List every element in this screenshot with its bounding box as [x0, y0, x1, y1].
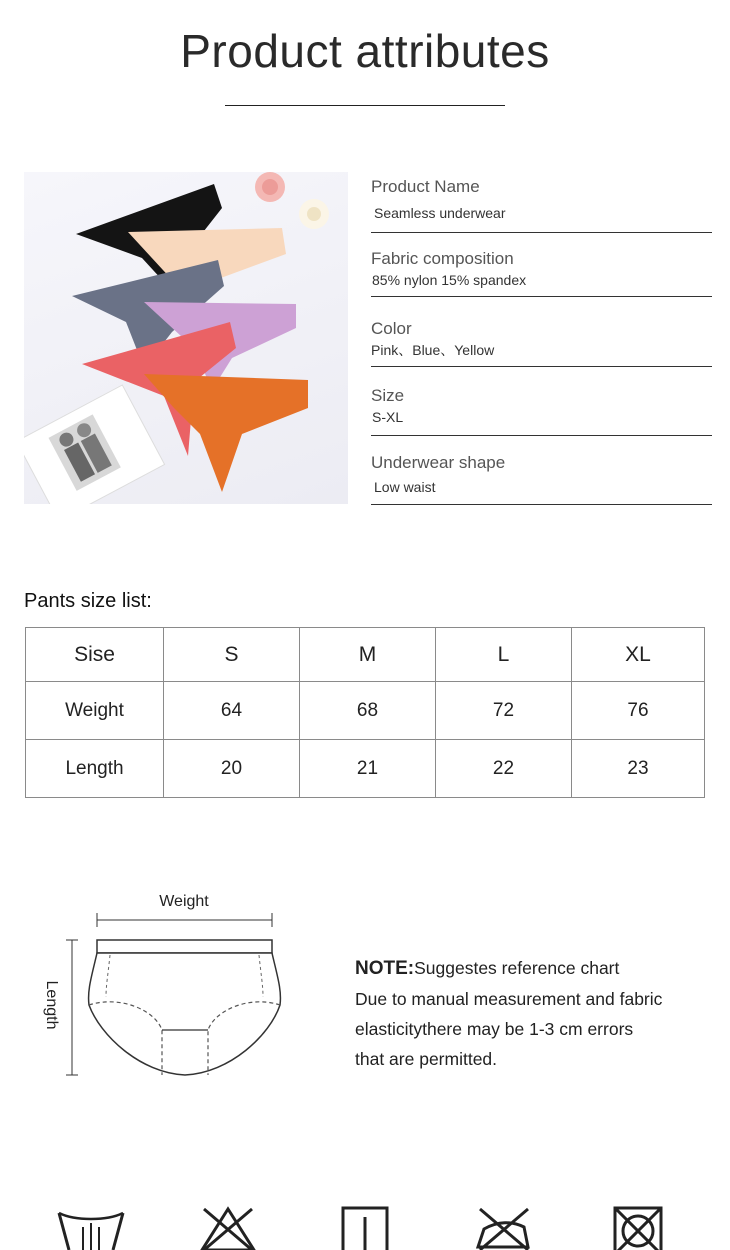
attr-value: Low waist: [374, 479, 436, 495]
note-line: elasticitythere may be 1-3 cm errors: [355, 1019, 634, 1039]
attr-color: [371, 318, 712, 367]
measurement-diagram: [40, 885, 300, 1085]
attr-value: S-XL: [372, 409, 404, 425]
attr-label: Product Name: [371, 177, 480, 196]
table-header-row: [26, 628, 705, 682]
page-title: Product attributes: [180, 25, 550, 77]
attr-label: Color: [371, 319, 412, 338]
attr-label: Fabric composition: [371, 249, 514, 268]
size-table: [25, 627, 705, 798]
table-cell: Length: [26, 740, 164, 798]
table-row: [26, 682, 705, 740]
table-cell: 72: [436, 682, 572, 740]
line-dry-icon: [341, 1205, 389, 1250]
attr-value: Seamless underwear: [374, 205, 506, 221]
table-header-cell: Sise: [26, 628, 164, 682]
care-icons-row: [0, 1205, 730, 1250]
table-cell: 76: [572, 682, 705, 740]
attr-value: Pink、Blue、Yellow: [371, 342, 495, 358]
table-header-cell: XL: [572, 628, 705, 682]
note-title-line: [355, 953, 715, 984]
table-header-cell: M: [300, 628, 436, 682]
attr-label: Underwear shape: [371, 453, 506, 472]
height-label: Length: [43, 980, 60, 1030]
attr-product-name: [371, 176, 712, 233]
note-block: [355, 953, 715, 1074]
table-cell: 22: [436, 740, 572, 798]
product-photo: [24, 172, 348, 504]
table-header-cell: L: [436, 628, 572, 682]
width-label: Weight: [159, 893, 209, 910]
do-not-bleach-icon: [200, 1205, 256, 1250]
attr-shape: [371, 452, 712, 505]
note-line: Due to manual measurement and fabric: [355, 989, 663, 1009]
attr-label: Size: [371, 386, 405, 405]
underwear-outline-icon: [40, 885, 300, 1085]
attr-value: 85% nylon 15% spandex: [372, 272, 527, 288]
table-header-cell: S: [164, 628, 300, 682]
do-not-tumble-dry-icon: [612, 1205, 664, 1250]
table-row: [26, 740, 705, 798]
note-head-rest: Suggestes reference chart: [414, 958, 620, 978]
table-cell: 23: [572, 740, 705, 798]
table-cell: 64: [164, 682, 300, 740]
table-cell: Weight: [26, 682, 164, 740]
table-cell: 20: [164, 740, 300, 798]
do-not-iron-icon: [472, 1205, 534, 1250]
note-line: that are permitted.: [355, 1049, 498, 1069]
note-head: NOTE:: [355, 958, 415, 979]
hand-wash-icon: [55, 1205, 127, 1250]
attr-size: [371, 385, 712, 436]
title-divider: [225, 105, 505, 106]
table-cell: 21: [300, 740, 436, 798]
product-photo-icon: [24, 172, 348, 504]
attr-fabric: [371, 248, 712, 297]
size-list-heading: Pants size list:: [24, 590, 152, 612]
table-cell: 68: [300, 682, 436, 740]
